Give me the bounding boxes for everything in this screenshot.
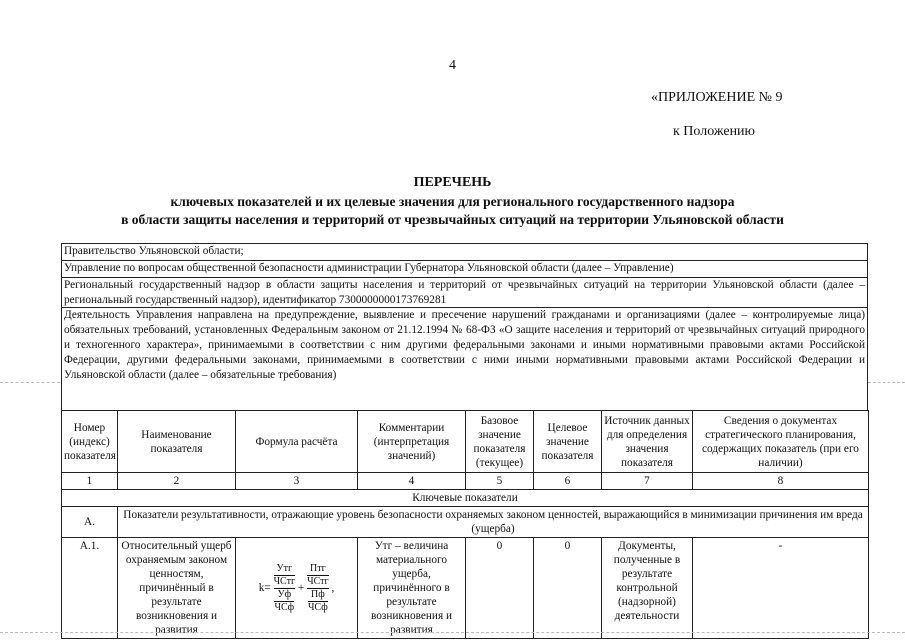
scan-artifact-right [868,382,905,383]
column-number: 6 [534,473,602,490]
formula-part: Утг [274,563,296,576]
header-row-government: Правительство Ульяновской области; [61,243,868,261]
section-title: Ключевые показатели [62,490,869,507]
column-number: 2 [118,473,236,490]
scan-artifact-bottom [0,632,905,633]
column-number: 1 [62,473,118,490]
document-subtitle-line-1: ключевых показателей и их целевые значения для регионального государственного надзора [170,194,735,209]
section-row [62,490,869,507]
formula-part: ЧСф [308,601,328,613]
page-number: 4 [449,58,456,73]
group-index: А. [62,507,118,538]
column-header: Целевое значение показателя [534,411,602,473]
column-header: Комментарии (интерпретация значений) [358,411,466,473]
column-header: Номер (индекс) показателя [62,411,118,473]
document-title: ПЕРЕЧЕНЬ [413,175,492,190]
indicator-target-value: 0 [534,538,602,639]
column-header: Наименование показателя [118,411,236,473]
key-indicators-table [61,410,869,639]
formula-part: ЧСф [274,601,295,613]
column-number: 5 [466,473,534,490]
column-header: Сведения о документах стратегического планирования, содержащих показатель (при его наличии) [693,411,869,473]
indicator-documents: - [693,538,869,639]
indicator-formula [236,538,358,639]
column-number: 3 [236,473,358,490]
formula-end: , [331,581,335,594]
appendix-subtitle: к Положению [673,124,756,139]
formula-part: Уф [274,589,294,602]
group-row [62,507,869,538]
formula-part: Пф [308,589,328,602]
column-header: Формула расчёта [236,411,358,473]
formula-term-2 [307,563,329,614]
column-number: 4 [358,473,466,490]
indicator-source: Документы, полученные в результате контрольной (надзорной) деятельности [602,538,693,639]
indicator-base-value: 0 [466,538,534,639]
document-subtitle-line-2: в области защиты населения и территорий от чрезвычайных ситуаций на территории Ульяновской области [121,212,784,227]
formula-part: ЧСтг [307,575,329,587]
header-row-supervision: Региональный государственный надзор в области защиты населения и территорий от чрезвычайных ситуаций на территории Ульяновской области (далее – региональный государственный надзор), идентификатор 7300000000173769281 [61,277,868,307]
table-header-row [62,411,869,473]
formula-plus: + [297,581,305,594]
formula-part: ЧСтг [273,575,296,587]
indicator-comment: Утг – величина материального ущерба, причинённого в результате возникновения и развития [358,538,466,639]
column-header: Базовое значение показателя (текущее) [466,411,534,473]
table-row [62,538,869,639]
formula-lhs: k= [258,581,271,594]
formula-term-1 [274,563,296,614]
indicator-index: А.1. [62,538,118,639]
column-number: 7 [602,473,693,490]
header-row-activity: Деятельность Управления направлена на предупреждение, выявление и пресечение нарушений гражданами и организациями (далее – контролируемые лица) обязательных требований, установленных Федеральным законом от 21.12.1994 № 68-ФЗ «О защите населения и территорий от чрезвычайных ситуаций природного и техногенного характера», принимаемыми в соответствии с ним другими федеральными законами и иными нормативными правовыми актами Российской Федерации, другими федеральными законами, принимаемыми в соответствии с ними иными нормативными правовыми актами Российской Федерации и Ульяновской области (далее – обязательные требования) [61,307,868,410]
column-number: 8 [693,473,869,490]
indicator-name: Относительный ущерб охраняемым законом ценностям, причинённый в результате возникновения и развития [118,538,236,639]
column-header: Источник данных для определения значения показателя [602,411,693,473]
scan-artifact-left [0,382,60,383]
header-row-department: Управление по вопросам общественной безопасности администрации Губернатора Ульяновской области (далее – Управление) [61,260,868,277]
group-title: Показатели результативности, отражающие уровень безопасности охраняемых законом ценностей, выражающийся в минимизации причинения им вреда (ущерба) [118,507,869,538]
appendix-title: «ПРИЛОЖЕНИЕ № 9 [651,90,783,105]
formula-part: Птг [307,563,329,576]
column-number-row [62,473,869,490]
